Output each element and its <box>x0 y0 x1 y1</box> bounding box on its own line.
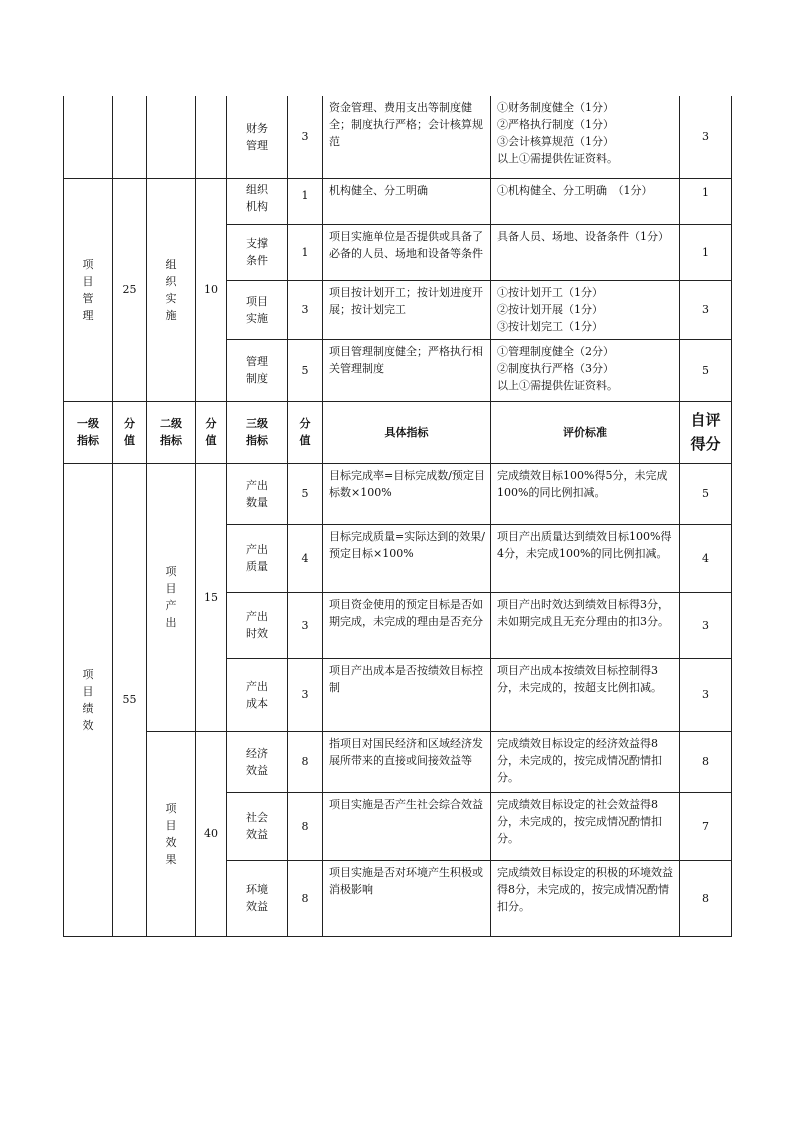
table-row <box>64 463 732 524</box>
level2-score: 40 <box>196 731 227 936</box>
indicator-text: 项目实施是否产生社会综合效益 <box>323 792 491 860</box>
header-indicator: 具体指标 <box>323 401 491 463</box>
standard-text: ①按计划开工（1分） ②按计划开展（1分） ③按计划完工（1分） <box>491 280 680 339</box>
table-row <box>64 178 732 224</box>
level3-name: 产出 质量 <box>227 524 288 592</box>
level3-name: 项目 实施 <box>227 280 288 339</box>
self-score: 3 <box>680 280 732 339</box>
table-row <box>64 96 732 178</box>
standard-text: ①财务制度健全（1分） ②严格执行制度（1分） ③会计核算规范（1分） 以上①需提供佐证资料。 <box>491 96 680 178</box>
level3-name: 产出 时效 <box>227 592 288 658</box>
level1-score: 25 <box>113 178 147 401</box>
indicator-text: 目标完成质量=实际达到的效果/预定目标×100% <box>323 524 491 592</box>
indicator-text: 资金管理、费用支出等制度健全；制度执行严格；会计核算规范 <box>323 96 491 178</box>
self-score: 8 <box>680 860 732 936</box>
empty-cell <box>196 96 227 178</box>
header-score1: 分 值 <box>113 401 147 463</box>
header-level3: 三级 指标 <box>227 401 288 463</box>
level3-score: 3 <box>288 96 323 178</box>
header-standard: 评价标准 <box>491 401 680 463</box>
indicator-text: 机构健全、分工明确 <box>323 178 491 224</box>
level1-score: 55 <box>113 463 147 936</box>
empty-cell <box>147 96 196 178</box>
header-self-score: 自评 得分 <box>680 401 732 463</box>
standard-text: 完成绩效目标100%得5分，未完成100%的同比例扣减。 <box>491 463 680 524</box>
level2-score: 15 <box>196 463 227 731</box>
standard-text: 完成绩效目标设定的社会效益得8分，未完成的，按完成情况酌情扣分。 <box>491 792 680 860</box>
level2-output: 项 目 产 出 <box>147 463 196 731</box>
level3-score: 1 <box>288 224 323 280</box>
indicator-text: 指项目对国民经济和区域经济发展所带来的直接或间接效益等 <box>323 731 491 792</box>
level3-score: 1 <box>288 178 323 224</box>
table-header-row <box>64 401 732 463</box>
level3-score: 3 <box>288 592 323 658</box>
level3-name: 产出 数量 <box>227 463 288 524</box>
standard-text: 完成绩效目标设定的经济效益得8分，未完成的，按完成情况酌情扣分。 <box>491 731 680 792</box>
level3-name: 经济 效益 <box>227 731 288 792</box>
level3-name: 社会 效益 <box>227 792 288 860</box>
standard-text: 项目产出成本按绩效目标控制得3分，未完成的，按超支比例扣减。 <box>491 658 680 731</box>
level3-score: 3 <box>288 280 323 339</box>
standard-text: 项目产出时效达到绩效目标得3分，未如期完成且无充分理由的扣3分。 <box>491 592 680 658</box>
level3-score: 4 <box>288 524 323 592</box>
level3-score: 3 <box>288 658 323 731</box>
level3-score: 8 <box>288 792 323 860</box>
indicator-text: 目标完成率=目标完成数/预定目标数×100% <box>323 463 491 524</box>
indicator-text: 项目资金使用的预定目标是否如期完成，未完成的理由是否充分 <box>323 592 491 658</box>
level1-project-management: 项 目 管 理 <box>64 178 113 401</box>
indicator-text: 项目实施是否对环境产生积极或消极影响 <box>323 860 491 936</box>
indicator-text: 项目管理制度健全；严格执行相关管理制度 <box>323 339 491 401</box>
evaluation-table <box>63 96 732 937</box>
standard-text: ①机构健全、分工明确 （1分） <box>491 178 680 224</box>
self-score: 4 <box>680 524 732 592</box>
header-level1: 一级 指标 <box>64 401 113 463</box>
indicator-text: 项目产出成本是否按绩效目标控制 <box>323 658 491 731</box>
standard-text: 项目产出质量达到绩效目标100%得4分，未完成100%的同比例扣减。 <box>491 524 680 592</box>
self-score: 3 <box>680 658 732 731</box>
level3-score: 8 <box>288 860 323 936</box>
empty-cell <box>113 96 147 178</box>
level3-name: 环境 效益 <box>227 860 288 936</box>
level3-score: 5 <box>288 339 323 401</box>
self-score: 1 <box>680 178 732 224</box>
level2-score: 10 <box>196 178 227 401</box>
level3-score: 8 <box>288 731 323 792</box>
indicator-text: 项目按计划开工；按计划进度开展；按计划完工 <box>323 280 491 339</box>
level3-name: 财务 管理 <box>227 96 288 178</box>
level3-name: 组织 机构 <box>227 178 288 224</box>
level3-name: 产出 成本 <box>227 658 288 731</box>
self-score: 1 <box>680 224 732 280</box>
level3-score: 5 <box>288 463 323 524</box>
level3-name: 支撑 条件 <box>227 224 288 280</box>
self-score: 5 <box>680 463 732 524</box>
header-score2: 分 值 <box>196 401 227 463</box>
level2-effect: 项 目 效 果 <box>147 731 196 936</box>
level2-organization: 组 织 实 施 <box>147 178 196 401</box>
standard-text: 完成绩效目标设定的积极的环境效益得8分，未完成的，按完成情况酌情扣分。 <box>491 860 680 936</box>
standard-text: ①管理制度健全（2分） ②制度执行严格（3分） 以上①需提供佐证资料。 <box>491 339 680 401</box>
self-score: 3 <box>680 96 732 178</box>
self-score: 7 <box>680 792 732 860</box>
self-score: 5 <box>680 339 732 401</box>
header-score3: 分 值 <box>288 401 323 463</box>
level1-project-performance: 项 目 绩 效 <box>64 463 113 936</box>
empty-cell <box>64 96 113 178</box>
standard-text: 具备人员、场地、设备条件（1分） <box>491 224 680 280</box>
indicator-text: 项目实施单位是否提供或具备了必备的人员、场地和设备等条件 <box>323 224 491 280</box>
table-row <box>64 731 732 792</box>
self-score: 8 <box>680 731 732 792</box>
header-level2: 二级 指标 <box>147 401 196 463</box>
level3-name: 管理 制度 <box>227 339 288 401</box>
self-score: 3 <box>680 592 732 658</box>
